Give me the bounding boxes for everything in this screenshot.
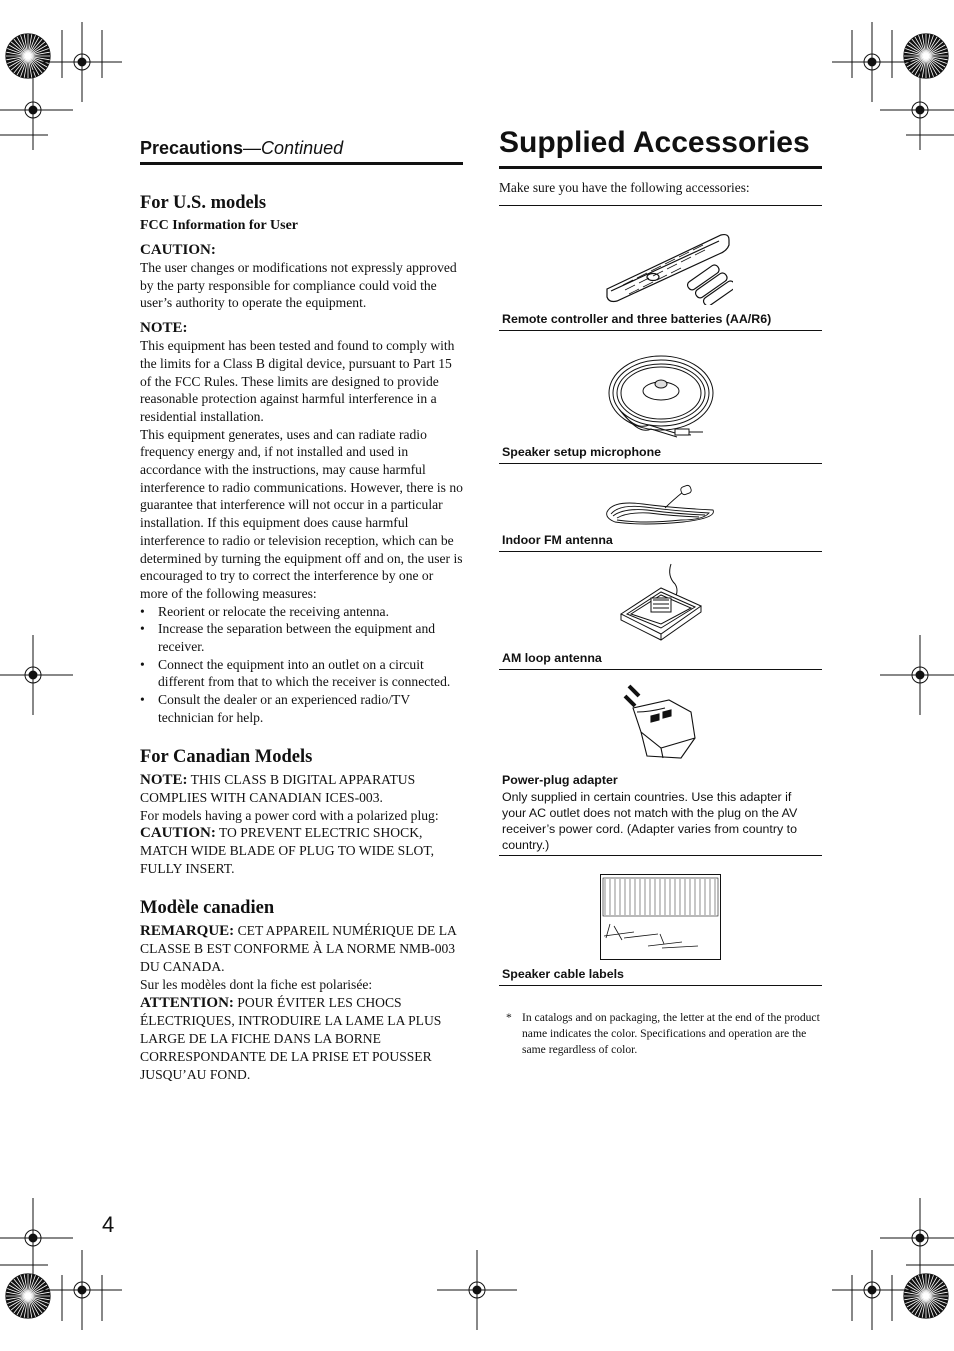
us-note-label: NOTE:	[140, 320, 188, 337]
us-caution-text: The user changes or modifications not expressly approved by the party responsible for compliance could void the user’s authority to operate the equipment.	[140, 260, 457, 311]
intro-text: Make sure you have the following accessories:	[499, 180, 822, 206]
accessory-cable-labels-label: Speaker cable labels	[502, 967, 624, 981]
french-attention-label: ATTENTION:	[140, 994, 234, 1011]
us-models-heading: For U.S. models	[140, 193, 267, 213]
accessory-power-plug-description: Only supplied in certain countries. Use this adapter if your AC outlet does not match with the plug on the AV receiver’s power cord. (Adapter varies from country to country.)	[502, 790, 798, 852]
list-item: • Consult the dealer or an experienced radio/TV technician for help.	[140, 691, 463, 726]
us-caution-label: CAUTION:	[140, 242, 216, 258]
footnote-marker: *	[506, 1011, 512, 1024]
french-remarque-text: CET APPAREIL NUMÉRIQUE DE LA CLASSE B EST CONFORME À LA NORME NMB-003 DU CANADA.	[140, 923, 457, 975]
canadian-caution-text: TO PREVENT ELECTRIC SHOCK, MATCH WIDE BLADE OF PLUG TO WIDE SLOT, FULLY INSERT.	[140, 825, 435, 877]
accessory-am-antenna-label: AM loop antenna	[502, 651, 602, 665]
list-item: • Increase the separation between the equipment and receiver.	[140, 620, 463, 655]
accessory-power-plug-label: Power-plug adapter	[502, 773, 618, 787]
french-plug-text: Sur les modèles dont la fiche est polarisée:	[140, 977, 373, 993]
fcc-info-title: FCC Information for User	[140, 218, 298, 233]
us-note-text-1: This equipment has been tested and found to comply with the limits for a Class B digital device, pursuant to Part 15 of the FCC Rules. These limits are designed to provide reasonable protection against harmful interference in a residential installation.	[140, 338, 455, 424]
french-heading: Modèle canadien	[140, 898, 275, 919]
section-header-main: Precautions	[140, 138, 244, 158]
accessory-microphone-label: Speaker setup microphone	[502, 445, 662, 459]
page-title: Supplied Accessories	[499, 126, 822, 169]
canadian-note-label: NOTE:	[140, 771, 188, 788]
canadian-models-heading: For Canadian Models	[140, 746, 313, 767]
accessory-remote-label: Remote controller and three batteries (AA/R6)	[502, 312, 772, 326]
page-number: 4	[102, 1212, 115, 1237]
list-item: • Connect the equipment into an outlet on a circuit different from that to which the receiver is connected.	[140, 656, 463, 691]
french-attention-text: POUR ÉVITER LES CHOCS ÉLECTRIQUES, INTRODUIRE LA LAME LA PLUS LARGE DE LA FICHE DANS LA BORNE CORRESPONDANTE DE LA PRISE ET POUSSER JUSQU’AU FOND.	[140, 994, 442, 1082]
list-item: • Reorient or relocate the receiving antenna.	[140, 603, 463, 621]
footnote-text: In catalogs and on packaging, the letter at the end of the product name indicates the color. Specifications and operation are the same regardless of color.	[522, 1011, 820, 1056]
us-note-text-2: This equipment generates, uses and can radiate radio frequency energy and, if not installed and used in accordance with the instructions, may cause harmful interference to radio communications. However, there is no guarantee that interference will not occur in a particular installation. If this equipment does cause harmful interference to radio or television reception, which can be determined by turning the equipment off and on, the user is encouraged to try to correct the interference by one or more of the following measures:	[140, 426, 463, 601]
canadian-note-text: THIS CLASS B DIGITAL APPARATUS COMPLIES WITH CANADIAN ICES-003.	[140, 771, 416, 805]
accessory-fm-antenna-label: Indoor FM antenna	[502, 533, 613, 547]
canadian-caution-label: CAUTION:	[140, 825, 216, 842]
canadian-plug-text: For models having a power cord with a polarized plug:	[140, 807, 439, 823]
french-remarque-label: REMARQUE:	[140, 923, 235, 940]
section-header-continued: —Continued	[243, 138, 344, 158]
